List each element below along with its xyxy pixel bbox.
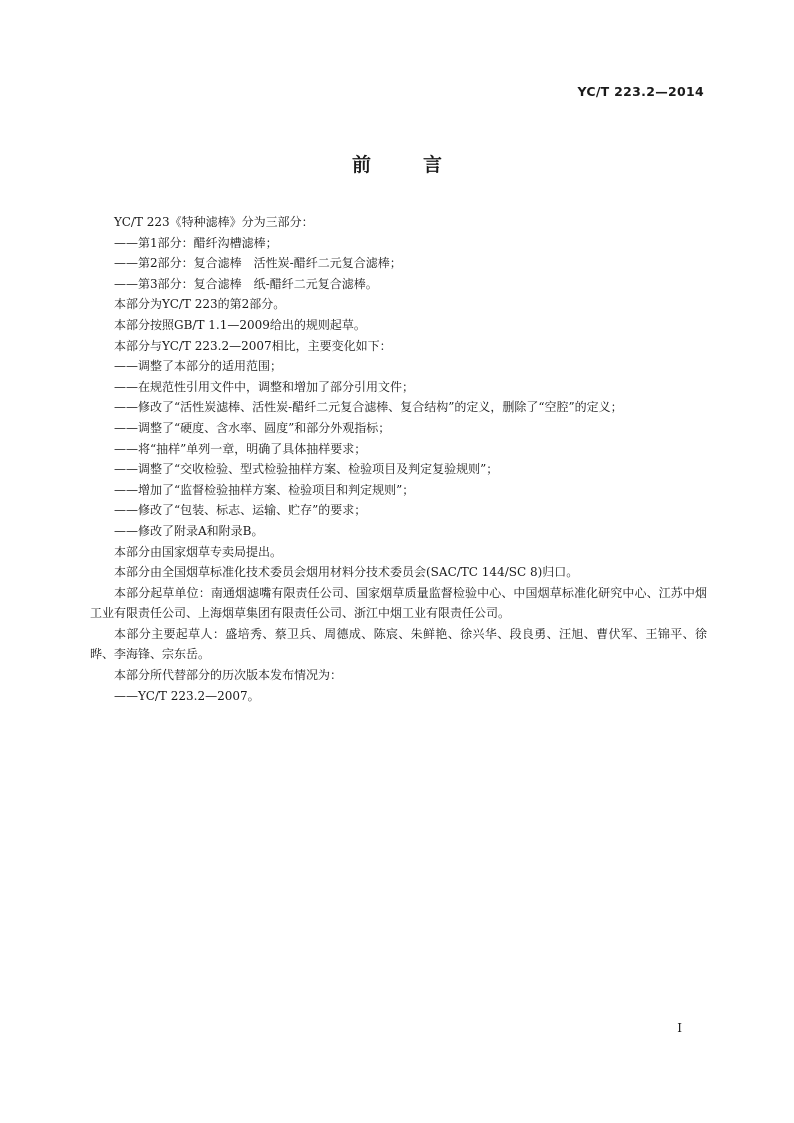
paragraph: 本部分由国家烟草专卖局提出。 [114,544,283,559]
paragraph: 本部分由全国烟草标准化技术委员会烟用材料分技术委员会(SAC/TC 144/SC 8)归口。 [114,565,579,580]
page-number: I [677,1021,682,1035]
list-item: ——调整了本部分的适用范围； [114,359,283,374]
list-item: ——第1部分：醋纤沟槽滤棒； [114,235,278,250]
list-item: ——将“抽样”单列一章，明确了具体抽样要求； [114,441,367,456]
list-item: ——增加了“监督检验抽样方案、检验项目和判定规则”； [114,482,415,497]
list-item: ——修改了“包装、标志、运输、贮存”的要求； [114,503,367,518]
list-item: ——修改了附录A和附录B。 [114,523,264,538]
list-item: ——YC/T 223.2—2007。 [114,688,260,703]
list-item: ——第2部分：复合滤棒 活性炭-醋纤二元复合滤棒； [114,256,402,271]
paragraph: 本部分所代替部分的历次版本发布情况为： [114,668,343,683]
paragraph: 本部分主要起草人：盛培秀、蔡卫兵、周德成、陈宸、朱鲜艳、徐兴华、段良勇、汪旭、曹伏军、王锦平、徐晔、李海锋、宗东岳。 [90,626,707,662]
list-item: ——调整了“交收检验、型式检验抽样方案、检验项目及判定复验规则”； [114,462,499,477]
foreword-body [90,212,707,706]
list-item: ——在规范性引用文件中，调整和增加了部分引用文件； [114,379,415,394]
paragraph: 本部分为YC/T 223的第2部分。 [114,297,286,312]
paragraph: 本部分按照GB/T 1.1—2009给出的规则起草。 [114,317,366,332]
list-item: ——调整了“硬度、含水率、圆度”和部分外观指标； [114,420,391,435]
list-item: ——修改了“活性炭滤棒、活性炭-醋纤二元复合滤棒、复合结构”的定义，删除了“空腔”的定义； [114,400,623,415]
list-item: ——第3部分：复合滤棒 纸-醋纤二元复合滤棒。 [114,276,378,291]
document-code: YC/T 223.2—2014 [577,84,704,99]
paragraph: 本部分起草单位：南通烟滤嘴有限责任公司、国家烟草质量监督检验中心、中国烟草标准化研究中心、江苏中烟工业有限责任公司、上海烟草集团有限责任公司、浙江中烟工业有限责任公司。 [90,585,707,621]
paragraph: YC/T 223《特种滤棒》分为三部分： [114,215,314,229]
paragraph: 本部分与YC/T 223.2—2007相比，主要变化如下： [114,338,392,353]
section-title: 前言 [351,154,494,176]
